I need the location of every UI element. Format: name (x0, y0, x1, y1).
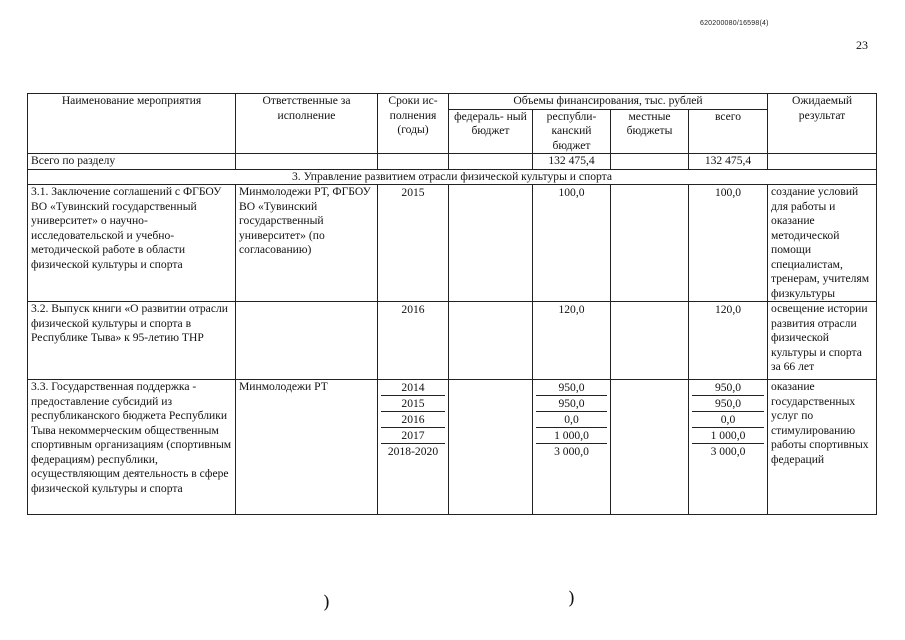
item-name: 3.2. Выпуск книги «О развитии отрасли физической культуры и спорта в Республике Тыва» к 95-летию ТНР (28, 302, 236, 380)
header-funding: Объемы финансирования, тыс. рублей (449, 94, 768, 110)
item-result: оказание государственных услуг по стимулированию работы спортивных федераций (768, 380, 877, 515)
item-result: освещение истории развития отрасли физической культуры и спорта за 66 лет (768, 302, 877, 380)
total-value: 950,0 (692, 380, 764, 396)
total-republic: 132 475,4 (533, 154, 611, 170)
item-years (378, 302, 449, 380)
header-terms: Сроки ис- полнения (годы) (378, 94, 449, 154)
item-name: 3.1. Заключение соглашений с ФГБОУ ВО «Тувинский государственный университет» о научно-исследовательской и учебно-методической работе в области физической культуры и спорта (28, 185, 236, 302)
item-total (689, 302, 768, 380)
item-total (689, 185, 768, 302)
item-years (378, 185, 449, 302)
item-name: 3.3. Государственная поддержка - предоставление субсидий из республиканского бюджета Республики Тыва некоммерческим общественным спортивным организациям (спортивным федерациям) республики, осуществляющим деятельность в сфере физической культуры и спорта (28, 380, 236, 515)
header-row-1 (28, 94, 877, 110)
year-value: 2014 (381, 380, 445, 396)
funding-table (27, 93, 877, 515)
margin-mark: ) (568, 588, 576, 609)
year-value: 2016 (401, 303, 425, 316)
section-title: 3. Управление развитием отрасли физической культуры и спорта (28, 169, 877, 185)
item-republic (533, 302, 611, 380)
total-all: 132 475,4 (689, 154, 768, 170)
total-value: 3 000,0 (710, 445, 746, 458)
year-value: 2017 (381, 428, 445, 444)
item-republic (533, 380, 611, 515)
year-value: 2015 (401, 186, 425, 199)
table-row (28, 302, 877, 380)
total-value: 120,0 (714, 303, 742, 316)
section-row (28, 169, 877, 185)
header-federal: федераль- ный бюджет (449, 109, 533, 154)
header-responsible: Ответственные за исполнение (236, 94, 378, 154)
header-name: Наименование мероприятия (28, 94, 236, 154)
item-total (689, 380, 768, 515)
margin-mark: ) (323, 592, 331, 613)
total-value: 1 000,0 (692, 428, 764, 444)
republic-value: 950,0 (536, 396, 607, 412)
republic-value: 100,0 (558, 186, 585, 199)
table-row (28, 380, 877, 515)
total-value: 0,0 (692, 412, 764, 428)
item-years (378, 380, 449, 515)
header-total: всего (689, 109, 768, 154)
item-responsible: Минмолодежи РТ, ФГБОУ ВО «Тувинский государственный университет» (по согласованию) (236, 185, 378, 302)
total-label: Всего по разделу (28, 154, 236, 170)
header-local: местные бюджеты (611, 109, 689, 154)
total-value: 100,0 (714, 186, 742, 199)
header-result: Ожидаемый результат (768, 94, 877, 154)
republic-value: 1 000,0 (536, 428, 607, 444)
document-id: 620200080/16598(4) (700, 20, 769, 27)
item-responsible (236, 302, 378, 380)
total-row (28, 154, 877, 170)
year-value: 2018-2020 (387, 445, 439, 458)
table-row (28, 185, 877, 302)
header-republic: республи- канский бюджет (533, 109, 611, 154)
total-value: 950,0 (692, 396, 764, 412)
year-value: 2016 (381, 412, 445, 428)
republic-value: 3 000,0 (554, 445, 589, 458)
republic-value: 120,0 (558, 303, 585, 316)
item-result: создание условий для работы и оказание методической помощи специалистам, тренерам, учителям физкультуры (768, 185, 877, 302)
item-responsible: Минмолодежи РТ (236, 380, 378, 515)
republic-value: 0,0 (536, 412, 607, 428)
republic-value: 950,0 (536, 380, 607, 396)
item-republic (533, 185, 611, 302)
page-number: 23 (856, 38, 868, 52)
year-value: 2015 (381, 396, 445, 412)
